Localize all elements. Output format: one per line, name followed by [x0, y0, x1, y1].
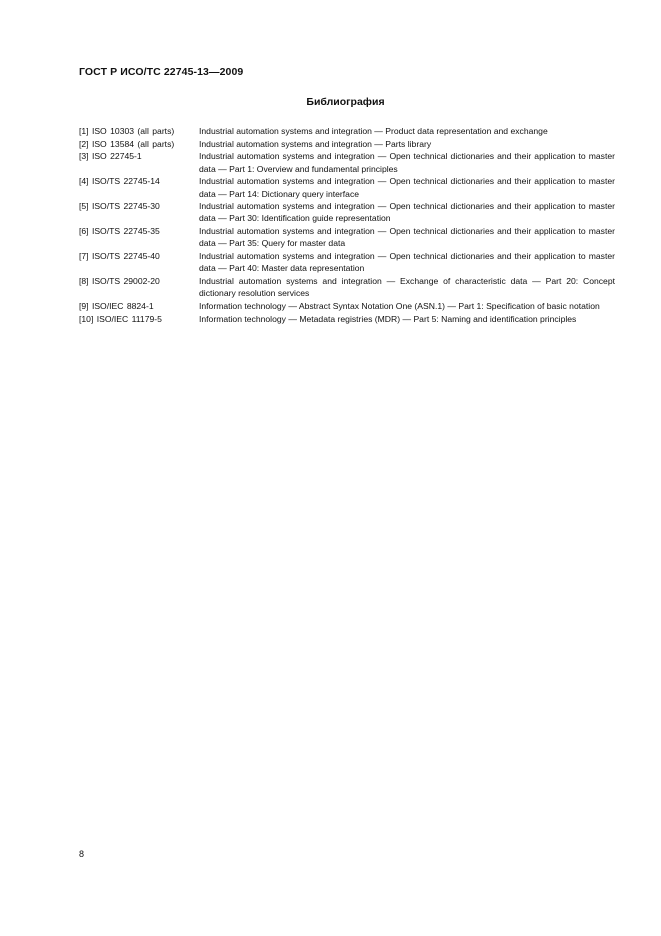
bibliography-text: Industrial automation systems and integration — Open technical dictionaries and their application to master data — Part 1: Overview and fundamental principles: [199, 151, 615, 174]
bibliography-ref: [1] ISO 10303 (all parts): [79, 126, 175, 136]
bibliography-text: Information technology — Abstract Syntax Notation One (ASN.1) — Part 1: Specification of basic notation: [199, 300, 600, 311]
bibliography-entry: [79, 138, 615, 150]
bibliography-ref: [9] ISO/IEC 8824-1: [79, 300, 154, 311]
bibliography-entry: [79, 125, 615, 137]
bibliography-title: Библиография: [306, 96, 385, 108]
bibliography-text: Information technology — Metadata registries (MDR) — Part 5: Naming and identification principles: [199, 313, 577, 324]
bibliography-entry: [79, 313, 615, 325]
bibliography-ref: [2] ISO 13584 (all parts): [79, 138, 175, 149]
bibliography-entry: [79, 275, 615, 299]
bibliography-entry: [79, 300, 615, 312]
bibliography-text: Industrial automation systems and integration — Product data representation and exchange: [199, 126, 548, 136]
bibliography-ref: [3] ISO 22745-1: [79, 151, 142, 162]
bibliography-list: [79, 125, 615, 325]
bibliography-ref: [10] ISO/IEC 11179-5: [79, 313, 162, 324]
bibliography-text: Industrial automation systems and integration — Open technical dictionaries and their application to master data — Part 40: Master data representation: [199, 251, 615, 274]
page-number: 8: [79, 849, 85, 859]
bibliography-ref: [8] ISO/TS 29002-20: [79, 275, 160, 286]
document-header: ГОСТ Р ИСО/ТС 22745-13—2009: [79, 66, 244, 78]
bibliography-entry: [79, 225, 615, 249]
bibliography-entry: [79, 200, 615, 224]
bibliography-ref: [5] ISO/TS 22745-30: [79, 201, 160, 212]
bibliography-text: Industrial automation systems and integration — Open technical dictionaries and their application to master data — Part 30: Identification guide representation: [199, 201, 615, 224]
bibliography-entry: [79, 175, 615, 199]
bibliography-ref: [4] ISO/TS 22745-14: [79, 176, 160, 187]
bibliography-ref: [6] ISO/TS 22745-35: [79, 226, 160, 237]
bibliography-text: Industrial automation systems and integration — Open technical dictionaries and their application to master data — Part 35: Query for master data: [199, 226, 615, 249]
bibliography-entry: [79, 250, 615, 274]
bibliography-text: Industrial automation systems and integration — Parts library: [199, 138, 432, 149]
bibliography-text: Industrial automation systems and integration — Exchange of characteristic data — Part 20: Concept dictionary resolution services: [199, 275, 615, 299]
bibliography-ref: [7] ISO/TS 22745-40: [79, 251, 160, 262]
bibliography-entry: [79, 150, 615, 174]
bibliography-text: Industrial automation systems and integration — Open technical dictionaries and their application to master data — Part 14: Dictionary query interface: [199, 176, 615, 199]
